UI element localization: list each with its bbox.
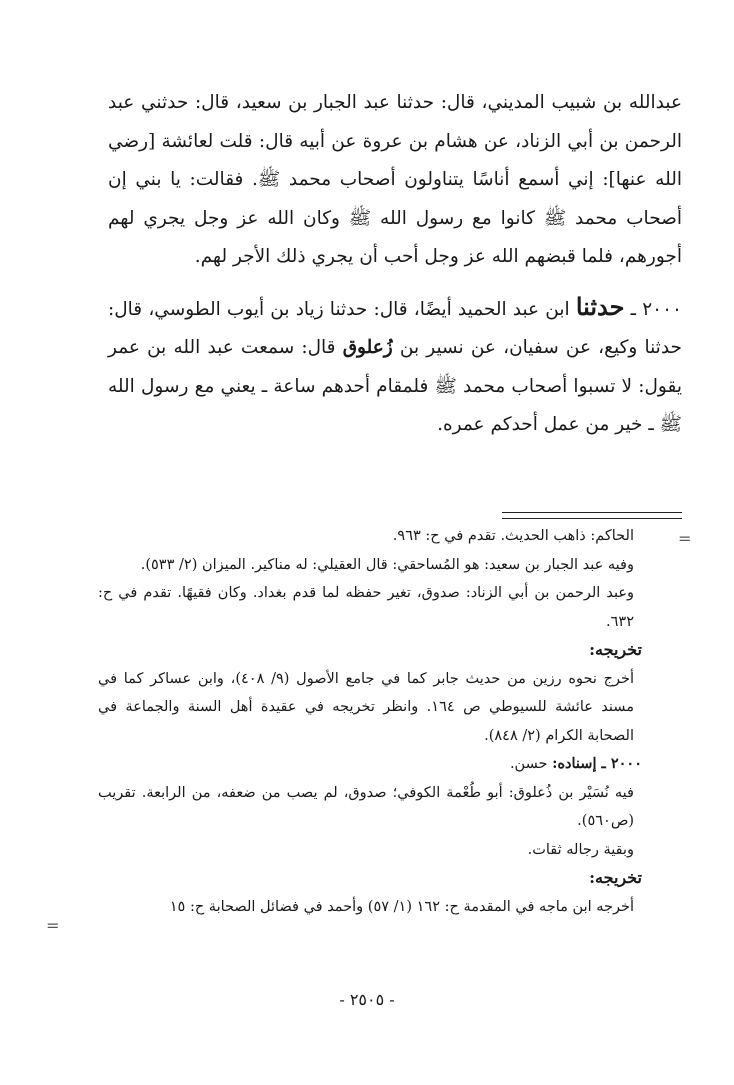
- footnote-line: وبقية رجاله ثقات.: [527, 841, 634, 858]
- footnote-divider-bottom: [502, 518, 682, 519]
- hadith-paragraph-2: [108, 288, 682, 445]
- hadith-text-b: قال: سمعت عبد الله بن عمر يقول: لا تسبوا أصحاب محمد ﷺ فلمقام أحدهم ساعة ـ يعني مع رسول الله ﷺ ـ خير من عمل أحدكم عمره.: [108, 337, 682, 435]
- hadith-paragraph-1: عبدالله بن شبيب المديني، قال: حدثنا عبد الجبار بن سعيد، قال: حدثني عبد الرحمن بن أبي الزناد، عن هشام بن عروة عن أبيه قال: قلت لعائشة [رضي الله عنها]: إني أسمع أناسًا يتناولون أصحاب محمد ﷺ. فقالت: يا بني إن أصحاب محمد ﷺ كانوا مع رسول الله ﷺ وكان الله عز وجل يجري لهم أجورهم، فلما قبضهم الله عز وجل أحب أن يجري ذلك الأجر لهم.: [108, 92, 682, 267]
- footnote-line: وعبد الرحمن بن أبي الزناد: صدوق، تغير حفظه لما قدم بغداد. وكان فقيهًا. تقدم في ح: ٦٣٢.: [98, 585, 634, 630]
- isnad-label: ٢٠٠٠ ـ إسناده:: [552, 755, 642, 772]
- continuation-marker-top: =: [678, 529, 692, 548]
- hadith-text-a: ابن عبد الحميد أيضًا، قال: حدثنا زياد بن أيوب الطوسي، قال: حدثنا وكيع، عن سفيان، عن نسير بن: [108, 298, 682, 358]
- hadith-lead-word: حدثنا: [575, 291, 625, 321]
- narrator-name: زُعلوق: [342, 337, 393, 358]
- footnote-line: أخرجه ابن ماجه في المقدمة ح: ١٦٢ (١/ ٥٧) وأحمد في فضائل الصحابة ح: ١٥: [169, 898, 634, 915]
- footnote-line: أخرج نحوه رزين من حديث جابر كما في جامع الأصول (٩/ ٤٠٨)، وابن عساكر كما في مسند عائشة للسيوطي ص ١٦٤. وانظر تخريجه في عقيدة أهل السنة والجماعة في الصحابة الكرام (٢/ ٨٤٨).: [98, 670, 634, 744]
- continuation-marker-bottom: =: [46, 916, 60, 935]
- footnote-line: الحاكم: ذاهب الحديث. تقدم في ح: ٩٦٣.: [392, 528, 634, 544]
- footnote-heading: تخريجه:: [589, 868, 642, 887]
- footnote-line: وفيه عبد الجبار بن سعيد: هو المُساحقي: قال العقيلي: له مناكير. الميزان (٢/ ٥٣٣).: [140, 556, 634, 573]
- footnote-line: فيه نُسَيْر بن ذُعلوق: أبو طُعْمة الكوفي؛ صدوق، لم يصب من ضعفه، من الرابعة. تقريب (ص٥٦٠).: [98, 784, 634, 829]
- footnotes: [98, 522, 642, 921]
- main-text: [108, 84, 682, 445]
- footnote-heading: تخريجه:: [589, 640, 642, 659]
- page-number: - ٢٥٠٥ -: [339, 990, 395, 1009]
- footnote-divider-top: [502, 512, 682, 513]
- footnote-line: [98, 750, 642, 779]
- isnad-grade: حسن.: [509, 756, 548, 772]
- hadith-number: ٢٠٠٠ ـ: [630, 298, 682, 320]
